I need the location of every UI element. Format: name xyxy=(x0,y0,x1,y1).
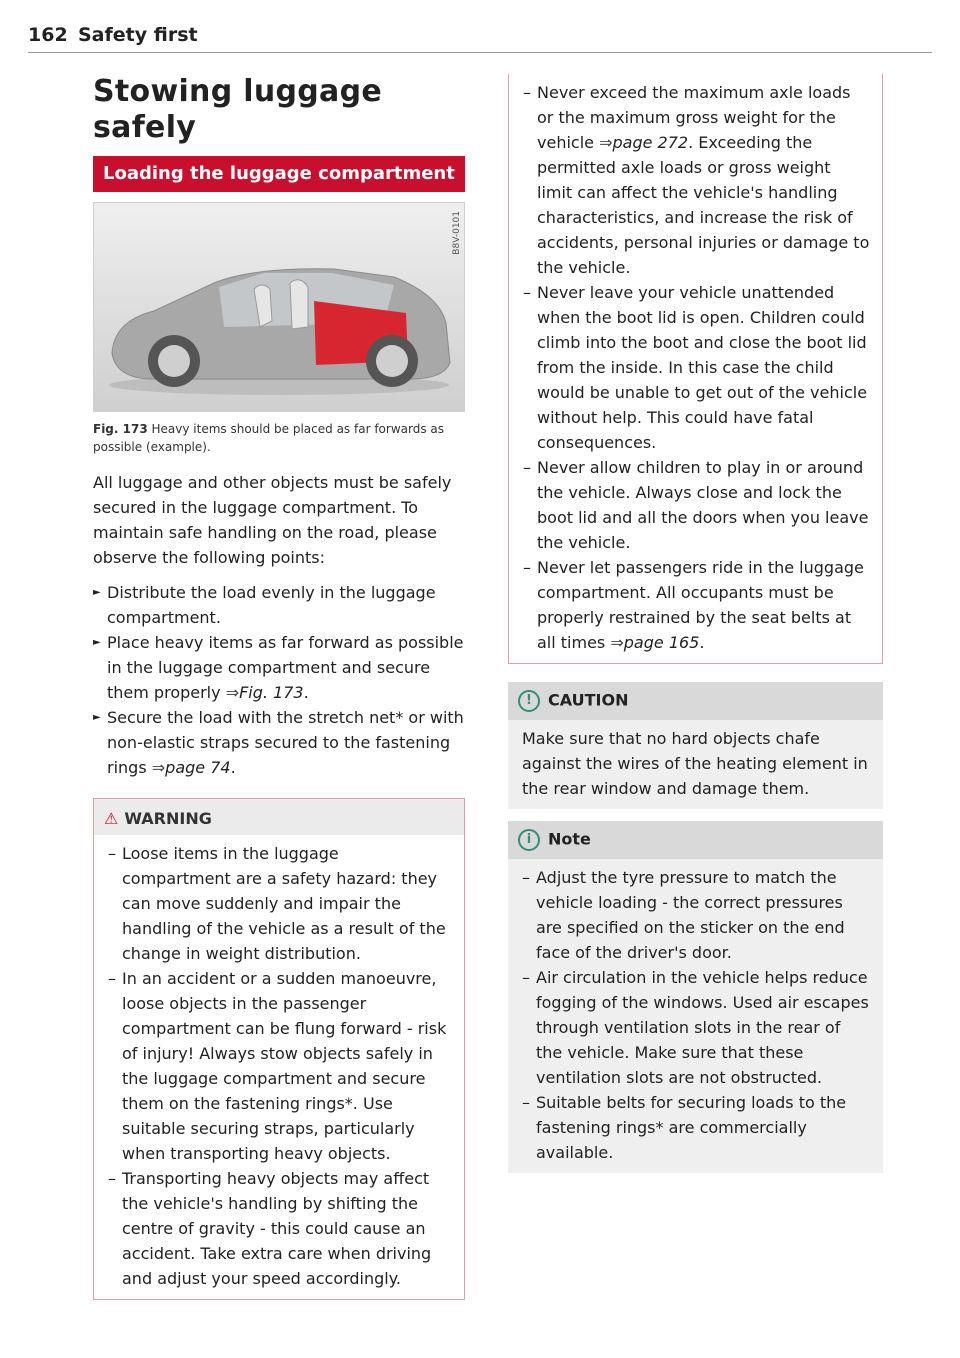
warning-list-continued xyxy=(509,74,882,663)
warning-item: – Never let passengers ride in the luggage compartment. All occupants must be properly restrained by the seat belts at all times ⇒page 165. xyxy=(523,558,864,652)
warning-item: – Loose items in the luggage compartment are a safety hazard: they can move suddenly and impair the handling of the vehicle as a result of the change in weight distribution. xyxy=(108,844,446,963)
page-number: 162 xyxy=(28,24,68,46)
note-list xyxy=(522,865,871,1165)
step-item: ► Distribute the load evenly in the luggage compartment. xyxy=(93,583,436,627)
note-title: i Note xyxy=(508,821,883,859)
page-reference-link[interactable]: page 165 xyxy=(623,633,700,652)
section-title: Safety first xyxy=(78,24,198,46)
note-item: – Suitable belts for securing loads to the fastening rings* are commercially available. xyxy=(522,1093,847,1162)
subheading: Loading the luggage compartment xyxy=(93,156,465,192)
warning-item: – Never leave your vehicle unattended when the boot lid is open. Children could climb into the boot and close the boot lid from the inside. In this case the child would be unable to get out of the vehicle without help. This could have fatal consequences. xyxy=(523,283,868,452)
step-item: ► Secure the load with the stretch net* or with non-elastic straps secured to the fastening rings ⇒page 74. xyxy=(93,708,464,777)
caption-text: Heavy items should be placed as far forwards as possible (example). xyxy=(93,422,444,454)
caution-text: Make sure that no hard objects chafe against the wires of the heating element in the rear window and damage them. xyxy=(522,729,868,798)
warning-list xyxy=(94,835,464,1299)
note-box xyxy=(508,821,883,1173)
note-item: – Air circulation in the vehicle helps reduce fogging of the windows. Used air escapes through ventilation slots in the rear of the vehicle. Make sure that these ventilation slots are not obstructed. xyxy=(522,968,869,1087)
caution-title: ! CAUTION xyxy=(508,682,883,720)
warning-box-continued xyxy=(508,74,883,664)
left-column xyxy=(93,74,465,1300)
figure-car-load xyxy=(93,202,465,412)
page-title: Stowing luggage safely xyxy=(93,74,382,145)
figure-reference-link[interactable]: Fig. 173 xyxy=(239,683,304,702)
step-list xyxy=(93,580,465,780)
warning-item: – Never allow children to play in or around the vehicle. Always close and lock the boot lid and all the doors when you leave the vehicle. xyxy=(523,458,869,552)
intro-paragraph: All luggage and other objects must be safely secured in the luggage compartment. To maintain safe handling on the road, please observe the following points: xyxy=(93,473,452,567)
page-header xyxy=(28,22,932,53)
warning-item: – Never exceed the maximum axle loads or the maximum gross weight for the vehicle ⇒page 272. Exceeding the permitted axle loads or gross weight limit can affect the vehicle's handling characteristics, and increase the risk of accidents, personal injuries or damage to the vehicle. xyxy=(523,83,870,277)
caution-icon: ! xyxy=(518,690,540,712)
note-body xyxy=(508,859,883,1173)
figure-code: B8V-0101 xyxy=(452,211,462,255)
info-icon: i xyxy=(518,829,540,851)
warning-triangle-icon: ⚠ xyxy=(104,809,119,828)
step-item: ► Place heavy items as far forward as possible in the luggage compartment and secure them properly ⇒Fig. 173. xyxy=(93,633,464,702)
figure-caption xyxy=(93,420,465,456)
warning-box xyxy=(93,798,465,1300)
page-reference-link[interactable]: page 74 xyxy=(165,758,231,777)
caption-label: Fig. 173 xyxy=(93,422,148,436)
right-column xyxy=(508,74,883,1173)
warning-item: – Transporting heavy objects may affect the vehicle's handling by shifting the centre of gravity - this could cause an accident. Take extra care when driving and adjust your speed accordingly. xyxy=(108,1169,432,1288)
note-item: – Adjust the tyre pressure to match the vehicle loading - the correct pressures are specified on the sticker on the end face of the driver's door. xyxy=(522,868,845,962)
caution-box xyxy=(508,682,883,809)
car-illustration xyxy=(94,203,464,411)
warning-item: – In an accident or a sudden manoeuvre, loose objects in the passenger compartment can be flung forward - risk of injury! Always stow objects safely in the luggage compartment and secure them on the fastening rings*. Use suitable securing straps, particularly when transporting heavy objects. xyxy=(108,969,447,1163)
page-reference-link[interactable]: page 272 xyxy=(612,133,689,152)
warning-title: ⚠ WARNING xyxy=(94,799,464,835)
